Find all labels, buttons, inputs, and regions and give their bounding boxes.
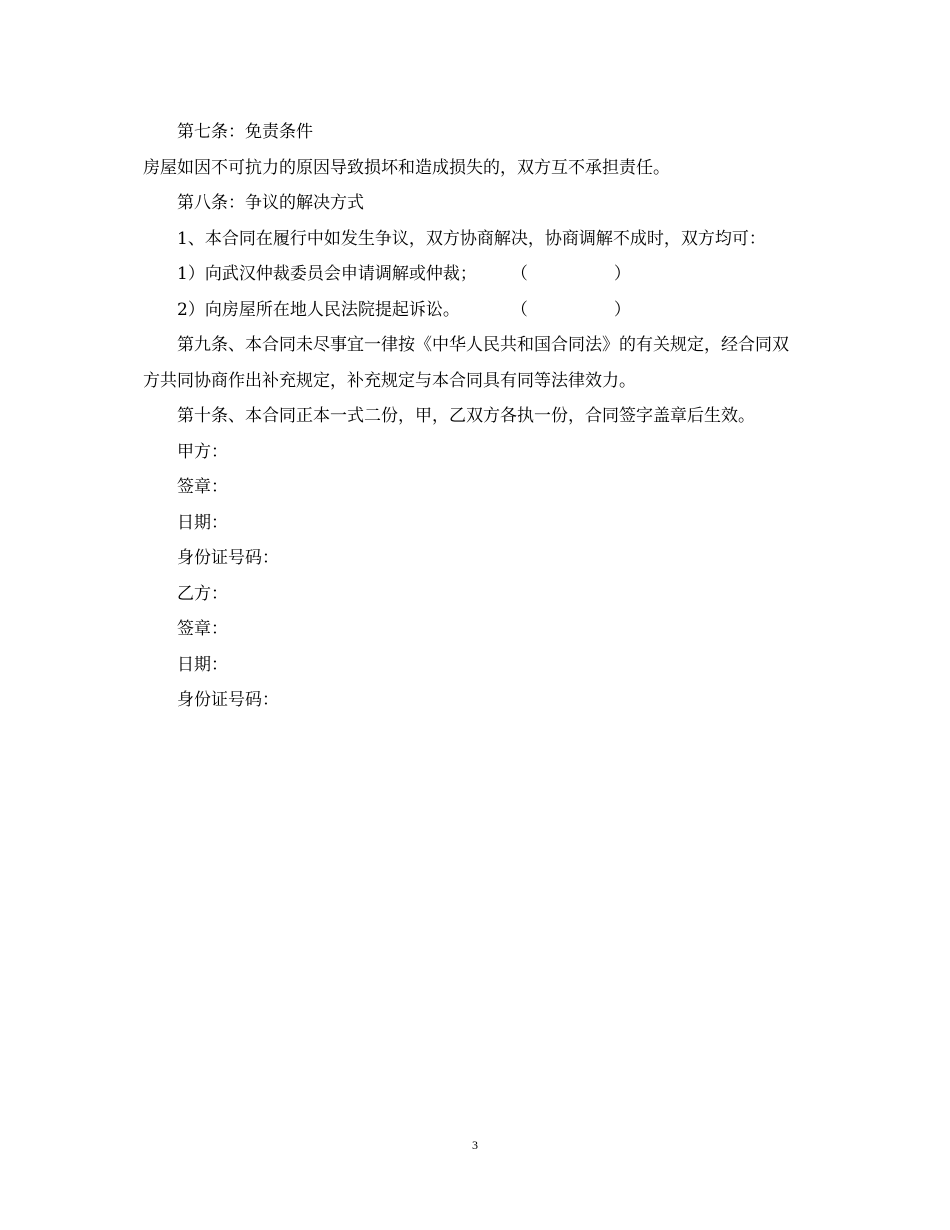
party-a-label: 甲方： — [177, 441, 228, 462]
article7-title: 第七条：免责条件 — [177, 122, 313, 142]
party-b-id-label: 身份证号码： — [177, 690, 279, 710]
party-b-seal-label: 签章： — [177, 619, 228, 639]
party-a-seal-label: 签章： — [177, 477, 228, 497]
party-a-id-label: 身份证号码： — [177, 548, 279, 568]
page-number: 3 — [472, 1138, 478, 1152]
option2-text: 2）向房屋所在地人民法院提起诉讼。 — [177, 299, 460, 320]
contract-body — [143, 115, 803, 719]
option2-paren-close: ） — [613, 299, 631, 320]
party-b-signature-block — [143, 577, 803, 719]
article8-clause1: 1、本合同在履行中如发生争议，双方协商解决，协商调解不成时，双方均可： — [177, 228, 766, 249]
option1-text: 1）向武汉仲裁委员会申请调解或仲裁； — [177, 264, 477, 284]
article8-option1 — [143, 257, 803, 293]
article9: 第九条、本合同未尽事宜一律按《中华人民共和国合同法》的有关规定，经合同双方共同协商作出补充规定，补充规定与本合同具有同等法律效力。 — [143, 335, 789, 391]
option1-paren-open: （ — [510, 264, 528, 284]
article7-body: 房屋如因不可抗力的原因导致损坏和造成损失的，双方互不承担责任。 — [143, 157, 670, 178]
option2-paren-open: （ — [510, 299, 528, 320]
party-a-date-label: 日期： — [177, 512, 228, 533]
option1-paren-close: ） — [613, 264, 631, 284]
article8-title: 第八条：争议的解决方式 — [177, 193, 364, 213]
article8-option2 — [143, 293, 803, 329]
party-b-date-label: 日期： — [177, 654, 228, 675]
article10: 第十条、本合同正本一式二份，甲，乙双方各执一份，合同签字盖章后生效。 — [177, 406, 755, 426]
party-a-signature-block — [143, 435, 803, 577]
party-b-label: 乙方： — [177, 583, 228, 604]
